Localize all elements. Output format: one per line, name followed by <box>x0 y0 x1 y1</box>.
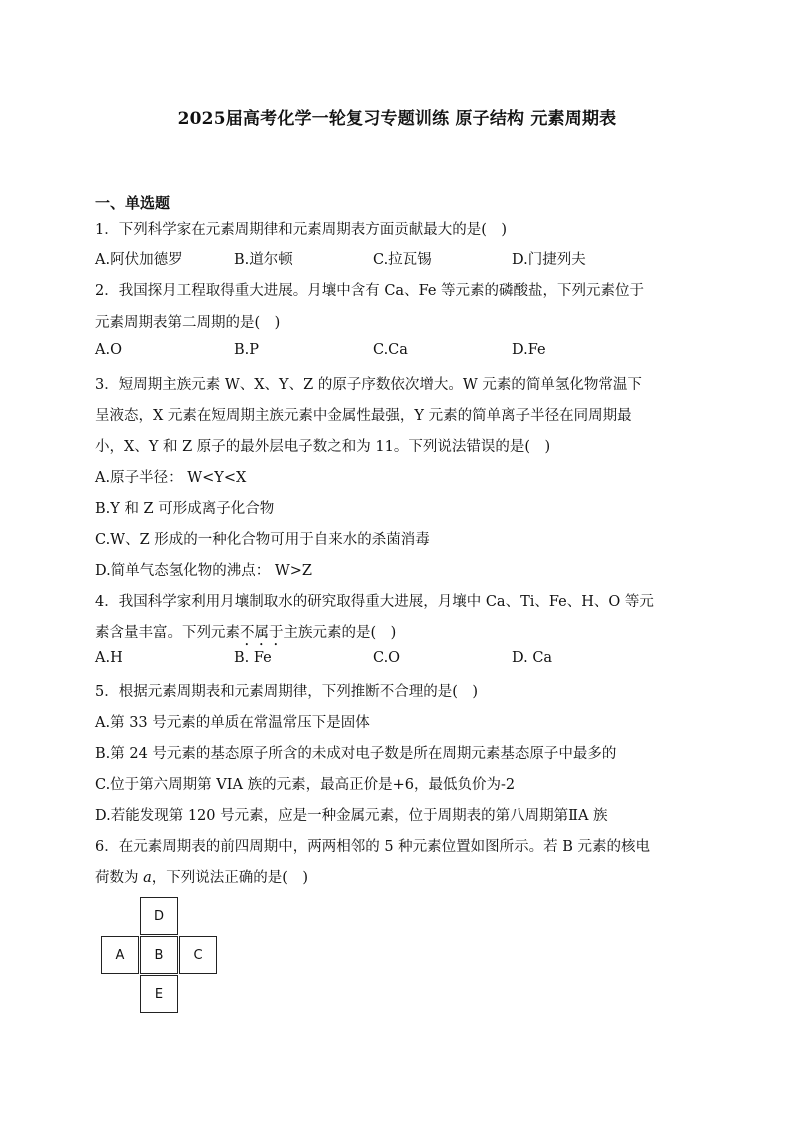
q3-option-b: B.Y 和 Z 可形成离子化合物 <box>95 501 275 517</box>
q4-option-c: C.O <box>373 650 401 666</box>
cell-c: C <box>179 936 217 974</box>
q4-option-d: D. Ca <box>512 650 553 666</box>
question-3-stem-line2: 呈液态，X 元素在短周期主族元素中金属性最强，Y 元素的简单离子半径在同周期最 <box>95 408 632 424</box>
cell-e: E <box>140 975 178 1013</box>
question-4-stem-line2 <box>95 621 396 649</box>
q6-stem-pre: 荷数为 <box>95 870 144 886</box>
q5-option-a: A.第 33 号元素的单质在常温常压下是固体 <box>95 715 370 731</box>
question-5-stem: 5．根据元素周期表和元素周期律，下列推断不合理的是( ) <box>95 684 479 700</box>
question-2-stem-line1: 2．我国探月工程取得重大进展。月壤中含有 Ca、Fe 等元素的磷酸盐，下列元素位于 <box>95 283 645 299</box>
q1-option-c: C.拉瓦锡 <box>373 252 432 268</box>
q1-option-d: D.门捷列夫 <box>512 252 586 268</box>
question-3-stem-line3: 小，X、Y 和 Z 原子的最外层电子数之和为 11。下列说法错误的是( ) <box>95 439 551 455</box>
q2-option-a: A.O <box>95 342 122 358</box>
question-1-options <box>95 248 735 268</box>
q4-option-a: A.H <box>95 650 123 666</box>
cell-b: B <box>140 936 178 974</box>
q6-variable-a: a <box>143 870 152 886</box>
question-4-stem-line1: 4．我国科学家利用月壤制取水的研究取得重大进展，月壤中 Ca、Ti、Fe、H、O 等元 <box>95 594 654 610</box>
q2-option-b: B.P <box>234 342 260 358</box>
q3-option-c: C.W、Z 形成的一种化合物可用于自来水的杀菌消毒 <box>95 532 430 548</box>
q3-option-d: D.简单气态氢化物的沸点： W>Z <box>95 563 312 579</box>
element-position-diagram <box>101 897 219 1015</box>
question-2-stem-line2: 元素周期表第二周期的是( ) <box>95 315 281 331</box>
question-1-stem: 1．下列科学家在元素周期律和元素周期表方面贡献最大的是( ) <box>95 222 508 238</box>
cell-a: A <box>101 936 139 974</box>
q1-option-a: A.阿伏加德罗 <box>95 252 183 268</box>
q4-stem-pre: 素含量丰富。下列元素 <box>95 625 240 641</box>
question-3-stem-line1: 3．短周期主族元素 W、X、Y、Z 的原子序数依次增大。W 元素的简单氢化物常温下 <box>95 377 642 393</box>
question-2-options <box>95 342 735 362</box>
section-heading: 一、单选题 <box>95 194 171 212</box>
q1-option-b: B.道尔顿 <box>234 252 293 268</box>
q2-option-c: C.Ca <box>373 342 408 358</box>
q5-option-d: D.若能发现第 120 号元素，应是一种金属元素，位于周期表的第八周期第ⅡA 族 <box>95 808 608 824</box>
cell-d: D <box>140 897 178 935</box>
q5-option-c: C.位于第六周期第 VIA 族的元素，最高正价是+6，最低负价为-2 <box>95 777 516 793</box>
q4-stem-post: 主族元素的是( ) <box>283 625 397 641</box>
q4-emphasis-dotted: 不属于 <box>240 625 284 641</box>
q3-option-a: A.原子半径： W<Y<X <box>95 470 247 486</box>
q4-option-b: B. Fe <box>234 650 272 666</box>
question-4-options <box>95 650 735 670</box>
question-6-stem-line2 <box>95 866 308 887</box>
page-title: 2025届高考化学一轮复习专题训练 原子结构 元素周期表 <box>177 109 617 129</box>
question-6-stem-line1: 6．在元素周期表的前四周期中，两两相邻的 5 种元素位置如图所示。若 B 元素的核电 <box>95 839 651 855</box>
q6-stem-post: ，下列说法正确的是( ) <box>151 870 309 886</box>
q5-option-b: B.第 24 号元素的基态原子所含的未成对电子数是所在周期元素基态原子中最多的 <box>95 746 617 762</box>
q2-option-d: D.Fe <box>512 342 546 358</box>
